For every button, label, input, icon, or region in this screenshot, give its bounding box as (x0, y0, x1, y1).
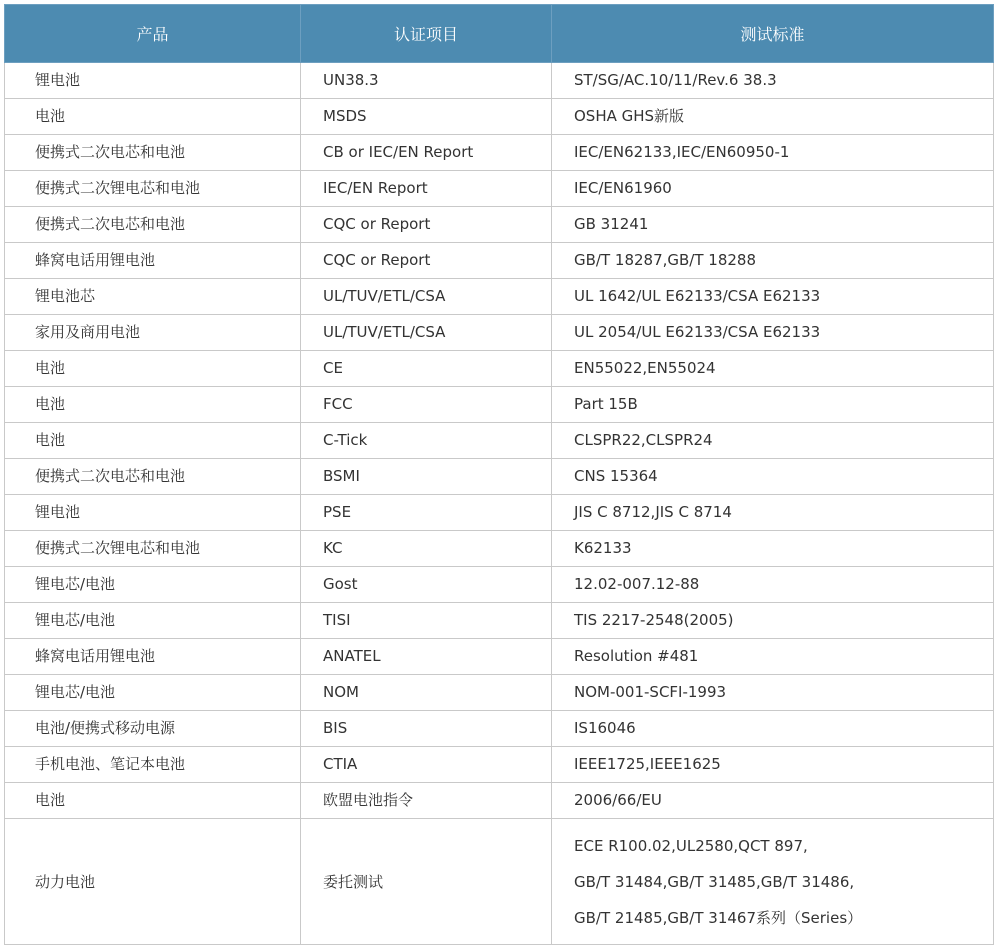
cell-product: 家用及商用电池 (5, 315, 301, 351)
certification-table-wrapper (4, 4, 993, 945)
cell-product: 便携式二次锂电芯和电池 (5, 171, 301, 207)
cell-certification: UN38.3 (301, 63, 552, 99)
table-row-last (5, 819, 994, 945)
cell-standard: Resolution #481 (552, 639, 994, 675)
cell-certification: CE (301, 351, 552, 387)
table-row (5, 711, 994, 747)
cell-product: 锂电芯/电池 (5, 603, 301, 639)
cell-product: 锂电芯/电池 (5, 675, 301, 711)
cell-certification: UL/TUV/ETL/CSA (301, 315, 552, 351)
cell-standard: IS16046 (552, 711, 994, 747)
table-row (5, 135, 994, 171)
cell-certification: CQC or Report (301, 243, 552, 279)
cell-standard: UL 2054/UL E62133/CSA E62133 (552, 315, 994, 351)
cell-product: 蜂窝电话用锂电池 (5, 243, 301, 279)
cell-product: 电池 (5, 423, 301, 459)
cell-standard: OSHA GHS新版 (552, 99, 994, 135)
standard-line: GB/T 21485,GB/T 31467系列（Series） (574, 908, 863, 927)
cell-certification: ANATEL (301, 639, 552, 675)
table-row (5, 63, 994, 99)
table-body (5, 63, 994, 945)
cell-product: 电池 (5, 351, 301, 387)
table-header-row (5, 5, 994, 63)
cell-standard: CLSPR22,CLSPR24 (552, 423, 994, 459)
table-row (5, 279, 994, 315)
table-row (5, 531, 994, 567)
table-row (5, 459, 994, 495)
cell-certification: C-Tick (301, 423, 552, 459)
header-standard: 测试标准 (552, 5, 994, 63)
cell-product: 锂电池芯 (5, 279, 301, 315)
cell-certification: CB or IEC/EN Report (301, 135, 552, 171)
cell-standard: CNS 15364 (552, 459, 994, 495)
cell-standard: Part 15B (552, 387, 994, 423)
cell-standard: IEC/EN61960 (552, 171, 994, 207)
cell-product: 便携式二次电芯和电池 (5, 135, 301, 171)
cell-product: 电池 (5, 99, 301, 135)
cell-standard: 2006/66/EU (552, 783, 994, 819)
cell-standard: ST/SG/AC.10/11/Rev.6 38.3 (552, 63, 994, 99)
cell-product: 动力电池 (5, 819, 301, 945)
table-row (5, 567, 994, 603)
cell-standard: TIS 2217-2548(2005) (552, 603, 994, 639)
cell-standard: JIS C 8712,JIS C 8714 (552, 495, 994, 531)
cell-standard: IEC/EN62133,IEC/EN60950-1 (552, 135, 994, 171)
table-row (5, 315, 994, 351)
cell-certification: 欧盟电池指令 (301, 783, 552, 819)
cell-standard: NOM-001-SCFI-1993 (552, 675, 994, 711)
table-row (5, 351, 994, 387)
cell-standard (552, 819, 994, 945)
cell-product: 便携式二次锂电芯和电池 (5, 531, 301, 567)
cell-certification: CQC or Report (301, 207, 552, 243)
cell-standard: GB/T 18287,GB/T 18288 (552, 243, 994, 279)
cell-certification: 委托测试 (301, 819, 552, 945)
table-row (5, 207, 994, 243)
cell-standard: EN55022,EN55024 (552, 351, 994, 387)
cell-product: 手机电池、笔记本电池 (5, 747, 301, 783)
table-row (5, 639, 994, 675)
table-row (5, 783, 994, 819)
cell-product: 电池 (5, 387, 301, 423)
cell-standard: IEEE1725,IEEE1625 (552, 747, 994, 783)
cell-standard: UL 1642/UL E62133/CSA E62133 (552, 279, 994, 315)
cell-product: 锂电芯/电池 (5, 567, 301, 603)
cell-certification: IEC/EN Report (301, 171, 552, 207)
standard-line: ECE R100.02,UL2580,QCT 897, (574, 836, 808, 855)
cell-product: 便携式二次电芯和电池 (5, 459, 301, 495)
cell-product: 便携式二次电芯和电池 (5, 207, 301, 243)
table-row (5, 171, 994, 207)
cell-standard: 12.02-007.12-88 (552, 567, 994, 603)
cell-certification: BSMI (301, 459, 552, 495)
cell-product: 电池/便携式移动电源 (5, 711, 301, 747)
table-row (5, 495, 994, 531)
table-row (5, 99, 994, 135)
cell-product: 锂电池 (5, 495, 301, 531)
cell-certification: MSDS (301, 99, 552, 135)
table-row (5, 675, 994, 711)
cell-certification: PSE (301, 495, 552, 531)
table-row (5, 603, 994, 639)
table-row (5, 423, 994, 459)
cell-certification: FCC (301, 387, 552, 423)
cell-certification: TISI (301, 603, 552, 639)
cell-standard: GB 31241 (552, 207, 994, 243)
cell-certification: NOM (301, 675, 552, 711)
certification-table (4, 4, 994, 945)
cell-product: 蜂窝电话用锂电池 (5, 639, 301, 675)
cell-product: 锂电池 (5, 63, 301, 99)
cell-certification: Gost (301, 567, 552, 603)
table-row (5, 243, 994, 279)
cell-certification: UL/TUV/ETL/CSA (301, 279, 552, 315)
standard-line: GB/T 31484,GB/T 31485,GB/T 31486, (574, 872, 855, 891)
cell-standard: K62133 (552, 531, 994, 567)
table-row (5, 747, 994, 783)
cell-product: 电池 (5, 783, 301, 819)
cell-certification: CTIA (301, 747, 552, 783)
header-certification: 认证项目 (301, 5, 552, 63)
table-row (5, 387, 994, 423)
cell-certification: KC (301, 531, 552, 567)
cell-certification: BIS (301, 711, 552, 747)
header-product: 产品 (5, 5, 301, 63)
